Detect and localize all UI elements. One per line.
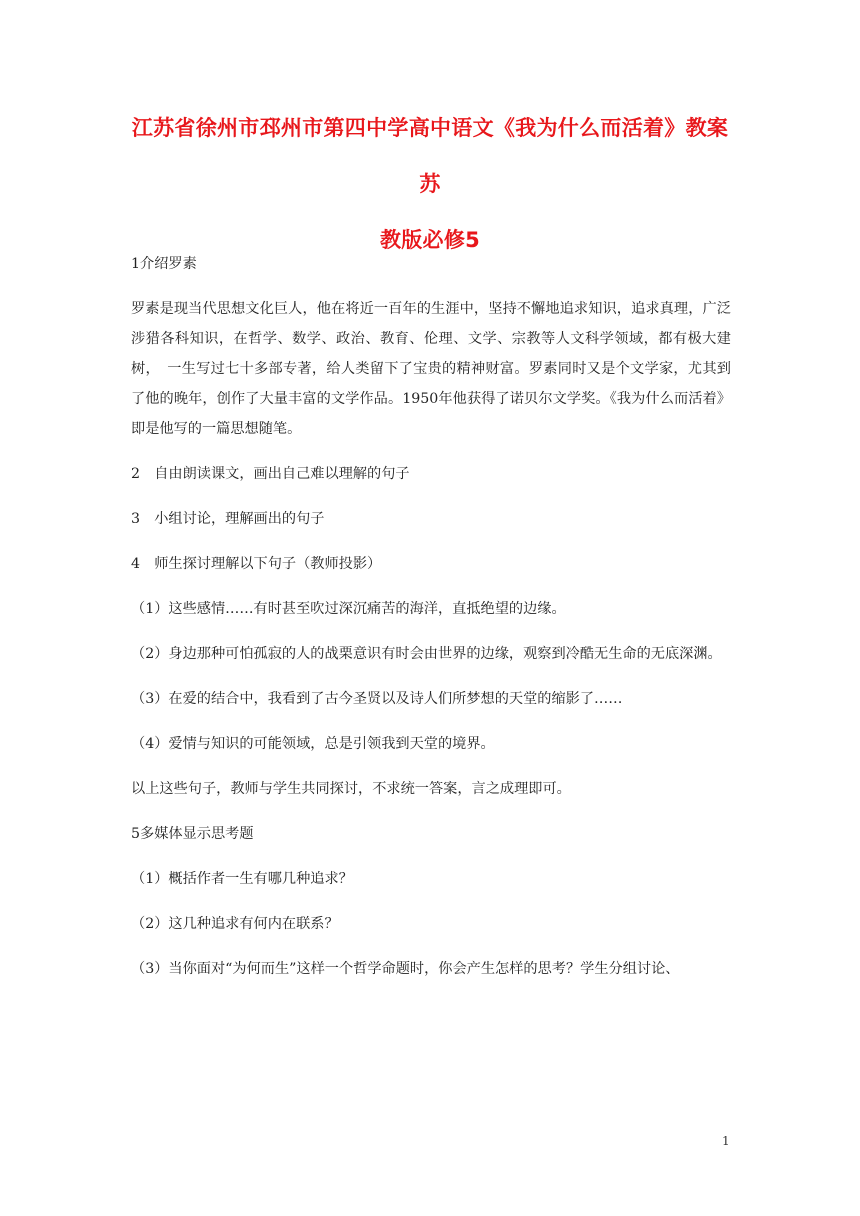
sentence-item-2: （2）身边那种可怕孤寂的人的战栗意识有时会由世界的边缘，观察到冷酷无生命的无底深渊。 (131, 646, 722, 662)
document-title (120, 100, 740, 268)
step-4: 4 师生探讨理解以下句子（教师投影） (131, 556, 382, 572)
question-1: （1）概括作者一生有哪几种追求？ (131, 871, 353, 887)
sentence-item-1: （1）这些感情……有时甚至吹过深沉痛苦的海洋，直抵绝望的边缘。 (131, 601, 566, 617)
question-3: （3）当你面对“为何而生”这样一个哲学命题时，你会产生怎样的思考？学生分组讨论、 (131, 961, 680, 977)
step-2: 2 自由朗读课文，画出自己难以理解的句子 (131, 466, 410, 482)
title-line-1: 江苏省徐州市邳州市第四中学高中语文《我为什么而活着》教案 苏 (131, 116, 729, 196)
paragraph-intro-russell: 罗素是现当代思想文化巨人，他在将近一百年的生涯中，坚持不懈地追求知识，追求真理，广泛涉猎各科知识，在哲学、数学、政治、教育、伦理、文学、宗教等人文科学领域，都有极大建树， 一生写过七十多部专著，给人类留下了宝贵的精神财富。罗素同时又是个文学家，尤其到了他的晚年，创作了大量丰富的文学作品。1950年他获得了诺贝尔文学奖。《我为什么而活着》即是他写的一篇思想随笔。 (131, 301, 731, 437)
section-heading-1: 1介绍罗素 (131, 256, 197, 272)
sentence-item-4: （4）爱情与知识的可能领域，总是引领我到天堂的境界。 (131, 736, 495, 752)
step-3: 3 小组讨论，理解画出的句子 (131, 511, 325, 527)
document-body (131, 249, 731, 999)
discussion-note: 以上这些句子，教师与学生共同探讨，不求统一答案，言之成理即可。 (131, 781, 571, 797)
step-5: 5多媒体显示思考题 (131, 826, 254, 842)
title-line-2: 教版必修5 (379, 228, 481, 252)
question-2: （2）这几种追求有何内在联系？ (131, 916, 339, 932)
sentence-item-3: （3）在爱的结合中，我看到了古今圣贤以及诗人们所梦想的天堂的缩影了…… (131, 691, 623, 707)
page-number: 1 (722, 1134, 730, 1148)
